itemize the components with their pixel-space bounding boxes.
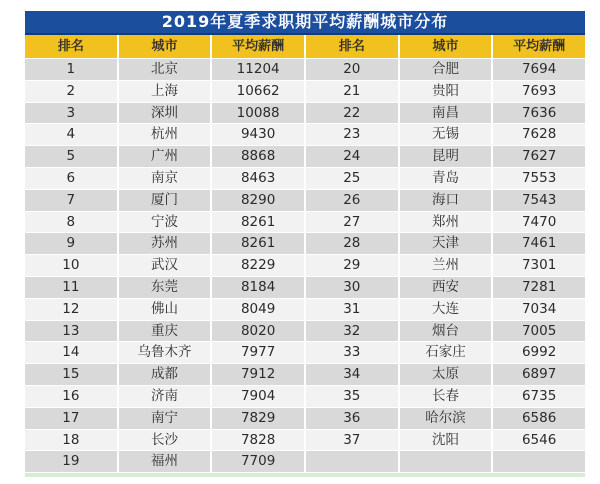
city-cell: 宁波 <box>119 212 211 233</box>
city-cell: 昆明 <box>400 146 492 167</box>
salary-cell: 7904 <box>212 386 304 407</box>
rank-cell: 16 <box>25 386 117 407</box>
salary-cell: 7829 <box>212 408 304 429</box>
city-cell: 佛山 <box>119 299 211 320</box>
salary-cell: 7694 <box>493 59 585 80</box>
salary-cell: 6897 <box>493 364 585 385</box>
salary-cell: 6992 <box>493 342 585 363</box>
city-cell: 福州 <box>119 451 211 472</box>
salary-cell: 8261 <box>212 212 304 233</box>
city-cell: 杭州 <box>119 124 211 145</box>
salary-cell: 8020 <box>212 321 304 342</box>
city-cell: 上海 <box>119 81 211 102</box>
header-salary-left: 平均薪酬 <box>212 35 304 58</box>
city-cell: 哈尔滨 <box>400 408 492 429</box>
salary-cell: 7912 <box>212 364 304 385</box>
table-body <box>25 59 585 472</box>
salary-cell: 7543 <box>493 190 585 211</box>
city-cell: 太原 <box>400 364 492 385</box>
salary-cell: 8463 <box>212 168 304 189</box>
rank-cell: 31 <box>306 299 398 320</box>
salary-cell: 11204 <box>212 59 304 80</box>
salary-cell: 8261 <box>212 233 304 254</box>
header-city-left: 城市 <box>119 35 211 58</box>
city-cell: 合肥 <box>400 59 492 80</box>
salary-cell: 7034 <box>493 299 585 320</box>
salary-cell: 8184 <box>212 277 304 298</box>
salary-cell: 6735 <box>493 386 585 407</box>
salary-cell: 8049 <box>212 299 304 320</box>
rank-cell <box>306 451 398 472</box>
rank-cell: 7 <box>25 190 117 211</box>
rank-cell: 9 <box>25 233 117 254</box>
rank-cell: 18 <box>25 430 117 451</box>
city-cell: 苏州 <box>119 233 211 254</box>
rank-cell: 24 <box>306 146 398 167</box>
city-cell: 重庆 <box>119 321 211 342</box>
rank-cell: 30 <box>306 277 398 298</box>
rank-cell: 8 <box>25 212 117 233</box>
rank-cell: 10 <box>25 255 117 276</box>
rank-cell: 1 <box>25 59 117 80</box>
rank-cell: 36 <box>306 408 398 429</box>
salary-cell: 10088 <box>212 103 304 124</box>
salary-cell: 7709 <box>212 451 304 472</box>
salary-cell: 10662 <box>212 81 304 102</box>
rank-cell: 26 <box>306 190 398 211</box>
salary-cell: 7281 <box>493 277 585 298</box>
city-cell: 南昌 <box>400 103 492 124</box>
header-rank-right: 排名 <box>306 35 398 58</box>
salary-cell: 8229 <box>212 255 304 276</box>
salary-cell: 7005 <box>493 321 585 342</box>
city-cell: 武汉 <box>119 255 211 276</box>
salary-cell: 7627 <box>493 146 585 167</box>
salary-cell <box>493 451 585 472</box>
rank-cell: 37 <box>306 430 398 451</box>
city-cell: 贵阳 <box>400 81 492 102</box>
rank-cell: 35 <box>306 386 398 407</box>
city-cell: 青岛 <box>400 168 492 189</box>
city-cell: 无锡 <box>400 124 492 145</box>
city-cell: 大连 <box>400 299 492 320</box>
rank-cell: 14 <box>25 342 117 363</box>
city-cell: 广州 <box>119 146 211 167</box>
city-cell: 长沙 <box>119 430 211 451</box>
city-cell: 西安 <box>400 277 492 298</box>
rank-cell: 28 <box>306 233 398 254</box>
salary-cell: 9430 <box>212 124 304 145</box>
city-cell: 厦门 <box>119 190 211 211</box>
table-header-row <box>25 35 585 58</box>
header-rank-left: 排名 <box>25 35 117 58</box>
city-cell: 深圳 <box>119 103 211 124</box>
rank-cell: 29 <box>306 255 398 276</box>
city-cell: 东莞 <box>119 277 211 298</box>
rank-cell: 34 <box>306 364 398 385</box>
salary-cell: 7636 <box>493 103 585 124</box>
salary-cell: 7470 <box>493 212 585 233</box>
city-cell: 乌鲁木齐 <box>119 342 211 363</box>
city-cell: 长春 <box>400 386 492 407</box>
salary-cell: 7628 <box>493 124 585 145</box>
rank-cell: 21 <box>306 81 398 102</box>
salary-cell: 7301 <box>493 255 585 276</box>
city-cell: 北京 <box>119 59 211 80</box>
table-title: 2019年夏季求职期平均薪酬城市分布 <box>25 11 585 35</box>
rank-cell: 15 <box>25 364 117 385</box>
city-cell: 石家庄 <box>400 342 492 363</box>
rank-cell: 33 <box>306 342 398 363</box>
salary-cell: 7693 <box>493 81 585 102</box>
city-cell: 济南 <box>119 386 211 407</box>
rank-cell: 19 <box>25 451 117 472</box>
rank-cell: 25 <box>306 168 398 189</box>
city-cell: 郑州 <box>400 212 492 233</box>
rank-cell: 2 <box>25 81 117 102</box>
city-cell: 烟台 <box>400 321 492 342</box>
city-cell: 兰州 <box>400 255 492 276</box>
city-cell: 南宁 <box>119 408 211 429</box>
salary-cell: 6546 <box>493 430 585 451</box>
rank-cell: 32 <box>306 321 398 342</box>
rank-cell: 23 <box>306 124 398 145</box>
rank-cell: 11 <box>25 277 117 298</box>
salary-cell: 7828 <box>212 430 304 451</box>
rank-cell: 4 <box>25 124 117 145</box>
bottom-accent-line <box>25 473 585 477</box>
header-city-right: 城市 <box>400 35 492 58</box>
city-cell: 南京 <box>119 168 211 189</box>
rank-cell: 6 <box>25 168 117 189</box>
salary-table <box>25 11 585 477</box>
salary-cell: 8868 <box>212 146 304 167</box>
city-cell: 天津 <box>400 233 492 254</box>
rank-cell: 12 <box>25 299 117 320</box>
rank-cell: 5 <box>25 146 117 167</box>
city-cell <box>400 451 492 472</box>
rank-cell: 3 <box>25 103 117 124</box>
city-cell: 海口 <box>400 190 492 211</box>
rank-cell: 17 <box>25 408 117 429</box>
rank-cell: 13 <box>25 321 117 342</box>
rank-cell: 20 <box>306 59 398 80</box>
salary-cell: 7553 <box>493 168 585 189</box>
rank-cell: 22 <box>306 103 398 124</box>
salary-cell: 7461 <box>493 233 585 254</box>
header-salary-right: 平均薪酬 <box>493 35 585 58</box>
city-cell: 成都 <box>119 364 211 385</box>
city-cell: 沈阳 <box>400 430 492 451</box>
salary-cell: 6586 <box>493 408 585 429</box>
salary-cell: 7977 <box>212 342 304 363</box>
rank-cell: 27 <box>306 212 398 233</box>
salary-cell: 8290 <box>212 190 304 211</box>
